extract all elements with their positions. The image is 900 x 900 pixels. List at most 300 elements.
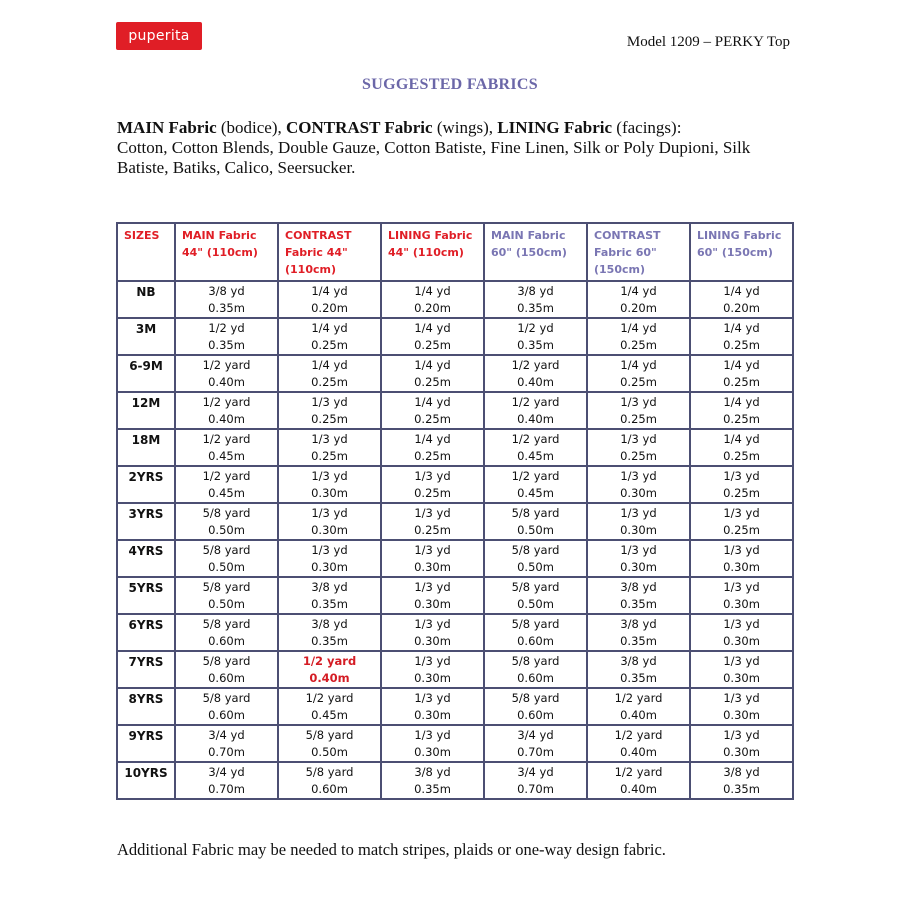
yardage-cell — [175, 725, 278, 762]
yardage-imperial: 1/4 yd — [723, 431, 760, 446]
yardage-cell — [278, 392, 381, 429]
yardage-imperial: 1/2 yard — [614, 690, 663, 705]
yardage-cell — [278, 651, 381, 688]
size-cell: 18M — [117, 429, 175, 466]
header-contrast-60: CONTRAST Fabric 60" (150cm) — [587, 223, 690, 281]
yardage-cell — [175, 318, 278, 355]
yardage-cell — [484, 614, 587, 651]
yardage-metric: 0.45m — [517, 448, 554, 463]
yardage-cell — [484, 688, 587, 725]
yardage-cell — [690, 725, 793, 762]
yardage-imperial: 3/8 yd — [620, 616, 657, 631]
yardage-imperial: 1/3 yd — [620, 468, 657, 483]
yardage-imperial: 3/8 yd — [723, 764, 760, 779]
yardage-cell — [690, 614, 793, 651]
footer-note: Additional Fabric may be needed to match stripes, plaids or one-way design fabric. — [117, 840, 666, 859]
yardage-metric: 0.70m — [517, 781, 554, 796]
yardage-metric: 0.30m — [620, 522, 657, 537]
yardage-metric: 0.25m — [311, 374, 348, 389]
yardage-imperial: 1/4 yd — [723, 283, 760, 298]
yardage-cell — [381, 688, 484, 725]
yardage-imperial: 1/4 yd — [723, 357, 760, 372]
yardage-cell — [690, 281, 793, 318]
header-lining-44: LINING Fabric 44" (110cm) — [381, 223, 484, 281]
yardage-imperial: 3/8 yd — [208, 283, 245, 298]
yardage-cell — [484, 540, 587, 577]
yardage-metric: 0.45m — [208, 485, 245, 500]
yardage-metric: 0.35m — [723, 781, 760, 796]
table-row — [117, 281, 793, 318]
contrast-fabric-label: CONTRAST Fabric — [286, 118, 433, 137]
table-row — [117, 762, 793, 799]
yardage-imperial: 1/3 yd — [414, 616, 451, 631]
yardage-metric: 0.30m — [620, 485, 657, 500]
yardage-cell — [484, 725, 587, 762]
yardage-cell — [484, 466, 587, 503]
yardage-cell — [175, 688, 278, 725]
contrast-fabric-note: (wings), — [432, 118, 498, 137]
yardage-imperial: 1/3 yd — [723, 653, 760, 668]
yardage-cell — [278, 503, 381, 540]
yardage-imperial: 1/2 yard — [202, 357, 251, 372]
yardage-cell — [484, 318, 587, 355]
yardage-cell — [278, 762, 381, 799]
yardage-imperial: 3/4 yd — [208, 764, 245, 779]
yardage-metric: 0.25m — [414, 337, 451, 352]
yardage-metric: 0.30m — [620, 559, 657, 574]
yardage-imperial: 1/4 yd — [723, 394, 760, 409]
yardage-metric: 0.60m — [208, 670, 245, 685]
yardage-imperial: 1/3 yd — [723, 579, 760, 594]
fabric-list: Cotton, Cotton Blends, Double Gauze, Cotton Batiste, Fine Linen, Silk or Poly Dupioni, Silk Batiste, Batiks, Calico, Seersucker. — [117, 138, 751, 177]
yardage-cell — [587, 318, 690, 355]
yardage-metric: 0.40m — [517, 374, 554, 389]
yardage-cell — [690, 355, 793, 392]
yardage-imperial: 1/3 yd — [723, 616, 760, 631]
yardage-cell — [381, 651, 484, 688]
yardage-metric: 0.60m — [208, 633, 245, 648]
lining-fabric-note: (facings): — [612, 118, 682, 137]
yardage-metric: 0.30m — [414, 559, 451, 574]
table-row — [117, 577, 793, 614]
size-cell: 12M — [117, 392, 175, 429]
yardage-metric: 0.40m — [309, 670, 350, 685]
size-cell: 10YRS — [117, 762, 175, 799]
yardage-cell — [587, 392, 690, 429]
main-fabric-note: (bodice), — [216, 118, 287, 137]
yardage-cell — [690, 429, 793, 466]
yardage-imperial: 1/3 yd — [414, 579, 451, 594]
yardage-imperial: 1/3 yd — [620, 505, 657, 520]
yardage-cell — [381, 614, 484, 651]
yardage-cell — [381, 503, 484, 540]
yardage-metric: 0.50m — [517, 596, 554, 611]
yardage-imperial: 1/3 yd — [414, 542, 451, 557]
yardage-cell — [278, 281, 381, 318]
yardage-imperial: 1/2 yard — [511, 394, 560, 409]
yardage-imperial: 1/4 yd — [414, 320, 451, 335]
table-row — [117, 318, 793, 355]
yardage-metric: 0.60m — [208, 707, 245, 722]
yardage-metric: 0.50m — [208, 559, 245, 574]
yardage-imperial: 5/8 yard — [202, 542, 251, 557]
yardage-cell — [690, 392, 793, 429]
table-header-row — [117, 223, 793, 281]
yardage-cell — [175, 355, 278, 392]
yardage-metric: 0.30m — [723, 596, 760, 611]
yardage-cell — [175, 614, 278, 651]
yardage-imperial: 3/8 yd — [311, 579, 348, 594]
yardage-imperial: 1/4 yd — [311, 283, 348, 298]
yardage-cell — [381, 318, 484, 355]
table-body — [117, 281, 793, 799]
yardage-imperial: 1/3 yd — [723, 727, 760, 742]
yardage-imperial: 1/3 yd — [723, 542, 760, 557]
main-fabric-label: MAIN Fabric — [117, 118, 217, 137]
yardage-metric: 0.30m — [311, 485, 348, 500]
yardage-metric: 0.25m — [620, 337, 657, 352]
yardage-cell — [484, 281, 587, 318]
yardage-imperial: 1/4 yd — [620, 320, 657, 335]
yardage-imperial: 1/4 yd — [620, 357, 657, 372]
yardage-imperial: 3/4 yd — [517, 727, 554, 742]
size-cell: 3YRS — [117, 503, 175, 540]
yardage-imperial: 1/3 yd — [414, 690, 451, 705]
header-main-60: MAIN Fabric 60" (150cm) — [484, 223, 587, 281]
yardage-metric: 0.45m — [208, 448, 245, 463]
yardage-metric: 0.35m — [620, 596, 657, 611]
yardage-cell — [587, 540, 690, 577]
yardage-cell — [278, 355, 381, 392]
yardage-imperial: 1/3 yd — [723, 690, 760, 705]
yardage-imperial: 5/8 yard — [202, 616, 251, 631]
yardage-metric: 0.50m — [517, 559, 554, 574]
yardage-imperial: 3/4 yd — [517, 764, 554, 779]
yardage-metric: 0.45m — [311, 707, 348, 722]
yardage-metric: 0.20m — [620, 300, 657, 315]
yardage-metric: 0.25m — [723, 411, 760, 426]
table-row — [117, 651, 793, 688]
yardage-imperial: 5/8 yard — [202, 690, 251, 705]
yardage-metric: 0.30m — [723, 559, 760, 574]
yardage-cell — [381, 466, 484, 503]
yardage-imperial: 1/4 yd — [723, 320, 760, 335]
yardage-metric: 0.25m — [723, 485, 760, 500]
yardage-metric: 0.30m — [723, 744, 760, 759]
yardage-cell — [587, 503, 690, 540]
yardage-metric: 0.25m — [723, 374, 760, 389]
yardage-imperial: 3/8 yd — [620, 653, 657, 668]
yardage-metric: 0.20m — [723, 300, 760, 315]
lining-fabric-label: LINING Fabric — [497, 118, 613, 137]
yardage-imperial: 3/8 yd — [311, 616, 348, 631]
yardage-cell — [690, 318, 793, 355]
yardage-imperial: 1/2 yard — [614, 764, 663, 779]
yardage-imperial: 5/8 yard — [511, 616, 560, 631]
yardage-imperial: 3/4 yd — [208, 727, 245, 742]
yardage-metric: 0.25m — [414, 522, 451, 537]
yardage-cell — [175, 392, 278, 429]
yardage-metric: 0.30m — [723, 633, 760, 648]
size-cell: 6-9M — [117, 355, 175, 392]
yardage-cell — [587, 762, 690, 799]
fabric-intro — [117, 118, 797, 178]
yardage-imperial: 5/8 yard — [202, 653, 251, 668]
yardage-metric: 0.20m — [311, 300, 348, 315]
size-cell: 7YRS — [117, 651, 175, 688]
header-main-44: MAIN Fabric 44" (110cm) — [175, 223, 278, 281]
yardage-metric: 0.25m — [723, 337, 760, 352]
yardage-metric: 0.40m — [208, 411, 245, 426]
yardage-metric: 0.25m — [311, 411, 348, 426]
yardage-metric: 0.30m — [414, 633, 451, 648]
yardage-metric: 0.30m — [311, 522, 348, 537]
yardage-imperial: 3/8 yd — [414, 764, 451, 779]
size-cell: 8YRS — [117, 688, 175, 725]
yardage-cell — [484, 503, 587, 540]
size-cell: 9YRS — [117, 725, 175, 762]
yardage-imperial: 5/8 yard — [202, 579, 251, 594]
yardage-imperial: 1/3 yd — [414, 727, 451, 742]
yardage-cell — [587, 725, 690, 762]
table-row — [117, 466, 793, 503]
yardage-cell — [690, 651, 793, 688]
yardage-metric: 0.35m — [208, 337, 245, 352]
header-lining-60: LINING Fabric 60" (150cm) — [690, 223, 793, 281]
yardage-metric: 0.40m — [620, 781, 657, 796]
yardage-metric: 0.40m — [517, 411, 554, 426]
yardage-metric: 0.35m — [517, 300, 554, 315]
yardage-cell — [381, 429, 484, 466]
yardage-metric: 0.30m — [414, 670, 451, 685]
yardage-cell — [278, 466, 381, 503]
yardage-cell — [278, 614, 381, 651]
yardage-imperial: 5/8 yard — [511, 690, 560, 705]
yardage-cell — [381, 281, 484, 318]
yardage-imperial: 1/3 yd — [414, 653, 451, 668]
yardage-cell — [587, 614, 690, 651]
yardage-metric: 0.30m — [414, 596, 451, 611]
yardage-cell — [690, 503, 793, 540]
yardage-cell — [278, 318, 381, 355]
yardage-metric: 0.50m — [311, 744, 348, 759]
yardage-metric: 0.20m — [414, 300, 451, 315]
yardage-metric: 0.40m — [208, 374, 245, 389]
yardage-cell — [278, 429, 381, 466]
yardage-metric: 0.40m — [620, 744, 657, 759]
yardage-cell — [175, 651, 278, 688]
yardage-cell — [381, 540, 484, 577]
yardage-imperial: 1/3 yd — [620, 542, 657, 557]
yardage-imperial: 1/2 yard — [202, 431, 251, 446]
yardage-cell — [484, 651, 587, 688]
yardage-cell — [484, 577, 587, 614]
yardage-metric: 0.25m — [414, 374, 451, 389]
yardage-cell — [587, 577, 690, 614]
yardage-imperial: 5/8 yard — [511, 505, 560, 520]
table-row — [117, 355, 793, 392]
yardage-cell — [484, 762, 587, 799]
yardage-metric: 0.70m — [517, 744, 554, 759]
yardage-metric: 0.25m — [620, 374, 657, 389]
yardage-imperial: 1/2 yard — [614, 727, 663, 742]
yardage-cell — [175, 466, 278, 503]
size-cell: 4YRS — [117, 540, 175, 577]
yardage-imperial: 1/3 yd — [311, 468, 348, 483]
yardage-imperial: 1/2 yard — [511, 431, 560, 446]
yardage-imperial: 1/3 yd — [414, 505, 451, 520]
yardage-metric: 0.25m — [620, 448, 657, 463]
yardage-imperial: 1/4 yd — [620, 283, 657, 298]
yardage-cell — [381, 392, 484, 429]
yardage-metric: 0.30m — [311, 559, 348, 574]
yardage-metric: 0.40m — [620, 707, 657, 722]
yardage-imperial: 1/4 yd — [414, 357, 451, 372]
yardage-imperial: 1/2 yard — [302, 653, 357, 668]
yardage-cell — [381, 725, 484, 762]
yardage-imperial: 1/3 yd — [311, 431, 348, 446]
table-row — [117, 429, 793, 466]
yardage-imperial: 1/3 yd — [620, 394, 657, 409]
yardage-metric: 0.35m — [311, 596, 348, 611]
yardage-imperial: 5/8 yard — [511, 653, 560, 668]
yardage-metric: 0.50m — [517, 522, 554, 537]
yardage-metric: 0.60m — [311, 781, 348, 796]
size-cell: 3M — [117, 318, 175, 355]
yardage-metric: 0.35m — [620, 633, 657, 648]
yardage-imperial: 1/3 yd — [620, 431, 657, 446]
yardage-imperial: 3/8 yd — [517, 283, 554, 298]
yardage-metric: 0.30m — [723, 707, 760, 722]
yardage-imperial: 1/3 yd — [311, 542, 348, 557]
yardage-cell — [587, 688, 690, 725]
yardage-imperial: 1/4 yd — [311, 320, 348, 335]
table-row — [117, 503, 793, 540]
yardage-metric: 0.35m — [311, 633, 348, 648]
yardage-imperial: 1/3 yd — [414, 468, 451, 483]
yardage-imperial: 1/2 yard — [305, 690, 354, 705]
yardage-metric: 0.35m — [620, 670, 657, 685]
yardage-imperial: 5/8 yard — [511, 579, 560, 594]
yardage-imperial: 1/4 yd — [311, 357, 348, 372]
model-name: Model 1209 – PERKY Top — [626, 34, 790, 50]
yardage-imperial: 1/2 yard — [202, 468, 251, 483]
yardage-imperial: 1/2 yd — [208, 320, 245, 335]
size-cell: 5YRS — [117, 577, 175, 614]
yardage-cell — [175, 540, 278, 577]
yardage-metric: 0.30m — [723, 670, 760, 685]
yardage-metric: 0.25m — [311, 337, 348, 352]
yardage-cell — [484, 429, 587, 466]
yardage-metric: 0.25m — [414, 485, 451, 500]
yardage-cell — [690, 466, 793, 503]
yardage-metric: 0.70m — [208, 744, 245, 759]
yardage-imperial: 1/3 yd — [723, 505, 760, 520]
yardage-cell — [484, 355, 587, 392]
yardage-cell — [587, 466, 690, 503]
size-cell: NB — [117, 281, 175, 318]
yardage-metric: 0.60m — [517, 707, 554, 722]
yardage-cell — [690, 577, 793, 614]
yardage-imperial: 1/2 yd — [517, 320, 554, 335]
yardage-cell — [175, 762, 278, 799]
header-contrast-44: CONTRAST Fabric 44" (110cm) — [278, 223, 381, 281]
yardage-metric: 0.25m — [414, 411, 451, 426]
yardage-metric: 0.25m — [414, 448, 451, 463]
yardage-metric: 0.35m — [208, 300, 245, 315]
yardage-cell — [690, 688, 793, 725]
yardage-cell — [381, 577, 484, 614]
size-cell: 6YRS — [117, 614, 175, 651]
yardage-imperial: 1/3 yd — [311, 394, 348, 409]
yardage-cell — [587, 355, 690, 392]
table-row — [117, 614, 793, 651]
yardage-cell — [175, 281, 278, 318]
yardage-cell — [175, 429, 278, 466]
yardage-cell — [587, 651, 690, 688]
yardage-cell — [690, 540, 793, 577]
yardage-metric: 0.35m — [414, 781, 451, 796]
yardage-cell — [278, 577, 381, 614]
yardage-metric: 0.25m — [311, 448, 348, 463]
yardage-metric: 0.25m — [620, 411, 657, 426]
header-sizes: SIZES — [117, 223, 175, 281]
yardage-metric: 0.30m — [414, 707, 451, 722]
yardage-cell — [690, 762, 793, 799]
yardage-metric: 0.45m — [517, 485, 554, 500]
yardage-imperial: 1/2 yard — [511, 468, 560, 483]
yardage-imperial: 1/2 yard — [511, 357, 560, 372]
yardage-cell — [175, 577, 278, 614]
yardage-metric: 0.25m — [723, 522, 760, 537]
yardage-metric: 0.60m — [517, 633, 554, 648]
yardage-cell — [587, 429, 690, 466]
table-row — [117, 540, 793, 577]
yardage-imperial: 1/2 yard — [202, 394, 251, 409]
yardage-imperial: 1/4 yd — [414, 394, 451, 409]
yardage-cell — [381, 355, 484, 392]
size-cell: 2YRS — [117, 466, 175, 503]
table-row — [117, 725, 793, 762]
yardage-cell — [381, 762, 484, 799]
table-row — [117, 392, 793, 429]
yardage-metric: 0.60m — [517, 670, 554, 685]
brand-logo: puperita — [116, 22, 202, 50]
table-row — [117, 688, 793, 725]
yardage-imperial: 5/8 yard — [305, 727, 354, 742]
yardage-metric: 0.50m — [208, 522, 245, 537]
yardage-imperial: 1/3 yd — [723, 468, 760, 483]
yardage-cell — [278, 688, 381, 725]
yardage-imperial: 3/8 yd — [620, 579, 657, 594]
yardage-cell — [484, 392, 587, 429]
page-title: SUGGESTED FABRICS — [362, 76, 538, 93]
yardage-imperial: 1/4 yd — [414, 431, 451, 446]
yardage-metric: 0.50m — [208, 596, 245, 611]
yardage-cell — [278, 540, 381, 577]
yardage-imperial: 5/8 yard — [511, 542, 560, 557]
yardage-cell — [175, 503, 278, 540]
yardage-cell — [278, 725, 381, 762]
yardage-imperial: 5/8 yard — [202, 505, 251, 520]
yardage-cell — [587, 281, 690, 318]
yardage-imperial: 5/8 yard — [305, 764, 354, 779]
yardage-imperial: 1/4 yd — [414, 283, 451, 298]
yardage-imperial: 1/3 yd — [311, 505, 348, 520]
yardage-metric: 0.70m — [208, 781, 245, 796]
yardage-metric: 0.25m — [723, 448, 760, 463]
fabric-requirements-table — [116, 222, 794, 800]
